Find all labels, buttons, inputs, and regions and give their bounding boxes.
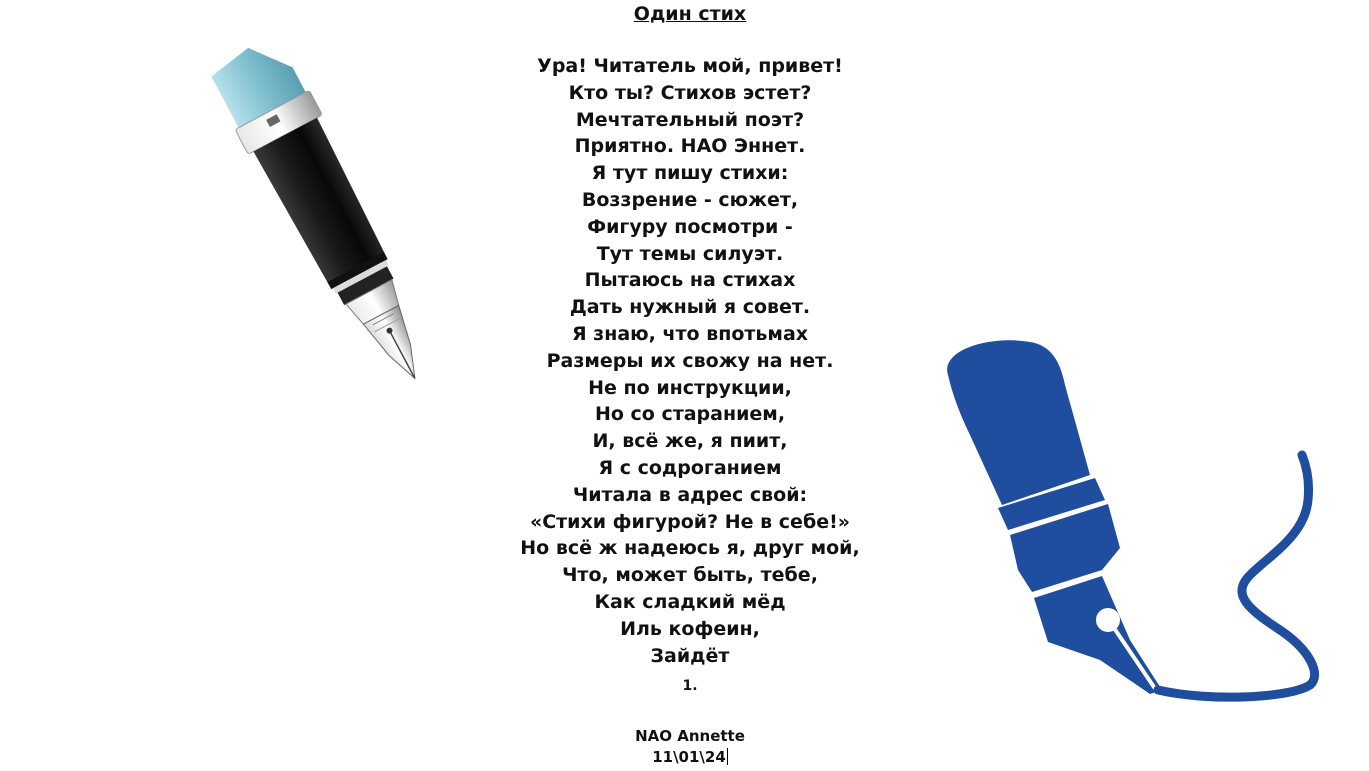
poem-line: Пытаюсь на стихах [584,269,796,292]
poem-body [0,53,1369,669]
author-name: NAO Annette [635,727,745,745]
footnote-number: 1. [682,678,698,694]
poem-line: Фигуру посмотри - [587,215,793,238]
poem-line: Мечтательный поэт? [575,108,805,131]
poem-line: Ура! Читатель мой, привет! [537,55,843,77]
poem-line: Но со старанием, [594,403,786,426]
poem-line: Иль кофеин, [620,617,760,640]
poem-line: Воззрение - сюжет, [581,188,799,211]
text-cursor [727,748,728,765]
poem-line: Я тут пишу стихи: [591,162,789,185]
poem-line: Кто ты? Стихов эстет? [568,81,812,104]
poem-line: Но всё ж надеюсь я, друг мой, [520,537,860,560]
poem-line: Читала в адрес свой: [572,483,808,506]
date-line[interactable] [0,747,1369,767]
poem-line: Дать нужный я совет. [569,296,811,319]
poem-line: Тут темы силуэт. [596,242,784,265]
poem-line: Что, может быть, тебе, [562,564,818,587]
date-text: 11\01\24 [652,748,726,766]
poem-line: И, всё же, я пиит, [592,430,788,453]
poem-line: Я знаю, что впотьмах [571,322,809,345]
poem-line: Зайдёт [650,644,730,667]
poem-line: Как сладкий мёд [594,590,786,613]
poem-line: «Стихи фигурой? Не в себе!» [529,510,851,533]
poem-line: Размеры их свожу на нет. [546,349,834,372]
poem-line: Я с содроганием [598,456,782,479]
poem-line: Приятно. НАО Эннет. [574,135,806,158]
poem-title: Один стих [633,3,747,25]
poem-line: Не по инструкции, [588,376,792,399]
